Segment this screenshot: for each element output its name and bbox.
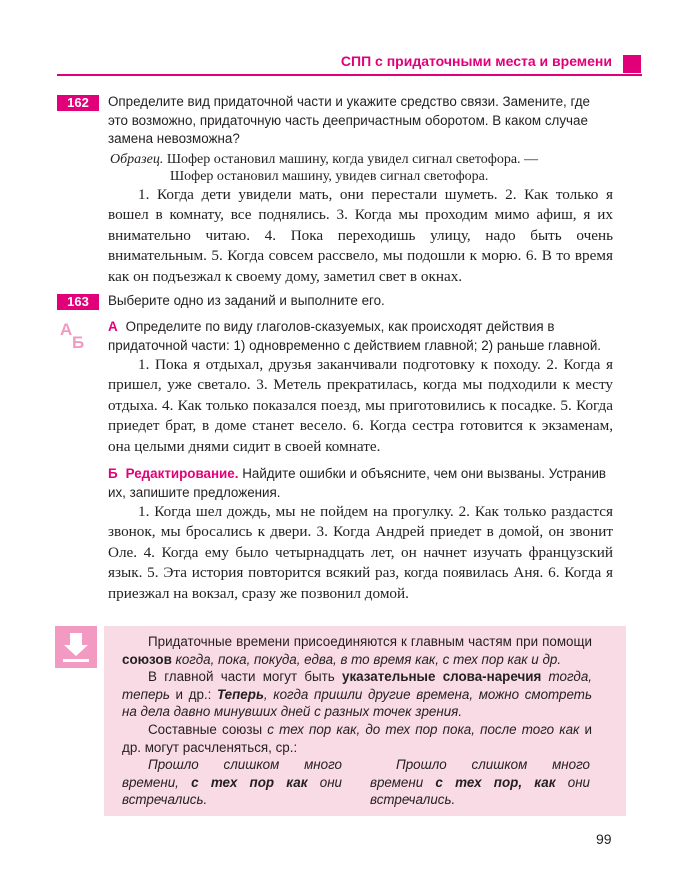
task-a-sentences: 1. Пока я отдыхал, друзья заканчивали подготовку к походу. 2. Когда я пришел, уже светало. 3. Метель прекратилась, когда мы подходили к месту отдыха. 4. Как только показался поезд, мы приготовились к посадке. 5. Когда приедет брат, в доме станет весело. 6. Когда сестра готовится к экзаменам, она целыми днями сидит в своей комнате. <box>108 356 613 455</box>
header-marker <box>623 55 641 73</box>
rule-term-adverbs: указательные слова-наречия <box>342 669 542 685</box>
task-b-instruction: Найдите ошибки и объясните, чем они вызваны. Устранив их, запишите предложения. <box>108 466 607 500</box>
task-b <box>108 465 613 502</box>
rule-icon <box>55 626 97 668</box>
task-a-text <box>108 355 613 457</box>
sample-line-2: Шофер остановил машину, увидев сигнал светофора. <box>170 169 489 184</box>
task-b-sentences: 1. Когда шел дождь, мы не пойдем на прогулку. 2. Как только раздастся звонок, мы бросались к двери. 3. Когда Андрей приедет в домой, он звонит Оле. 4. Когда ему было четырнадцать лет, он начнет изучать французский язык. 5. Эта история повторится всякий раз, когда появилась Аня. 6. Когда я приезжал на вокзал, сразу же позвонил домой. <box>108 503 613 602</box>
rule-paragraph-2: В главной части могут быть указательные слова-наречия тогда, теперь и др.: Теперь, когда пришли другие времена, можно смотреть на дела давно минувших дней с разных точек зрения. <box>122 669 592 720</box>
rule-term-conjunctions: союзов <box>122 651 172 667</box>
rule-text <box>122 633 592 756</box>
section-header-title: СПП с придаточными места и времени <box>340 53 612 69</box>
exercise-162-task: Определите вид придаточной части и укажите средство связи. Замените, где это возможно, придаточную часть деепричастным оборотом. В каком случае замена невозможна? <box>108 94 591 146</box>
download-arrow-icon <box>55 626 97 668</box>
exercise-162-sentences: 1. Когда дети увидели мать, они перестали шуметь. 2. Как только я вошел в комнату, все поднялись. 3. Когда мы проходим мимо афиш, я их внимательно читаю. 4. Пока переходишь улицу, надо быть очень внимательным. 5. Когда совсем рассвело, мы подошли к морю. 6. В то время как он подъезжал к своему дому, заметил свет в окнах. <box>108 186 613 285</box>
rule-example-left: Прошло слишком много времени, с тех пор как они встречались. <box>122 757 343 808</box>
exercise-162-text <box>108 185 613 287</box>
task-a-instruction: Определите по виду глаголов-сказуемых, как происходят действия в придаточной части: 1) одновременно с действием главной; 2) раньше главной. <box>108 319 602 353</box>
icon-letter-a: А <box>60 320 73 339</box>
icon-letter-b: Б <box>72 333 85 350</box>
rule-example-right: Прошло слишком много времени с тех пор, как они встречались. <box>370 757 591 808</box>
rule-paragraph-1: Придаточные времени присоединяются к главным частям при помощи союзов когда, пока, покуда, едва, в то время как, с тех пор как и др. <box>122 634 592 667</box>
task-b-letter: Б <box>108 466 118 481</box>
exercise-163-task: Выберите одно из заданий и выполните его. <box>108 293 385 308</box>
rule-paragraph-3: Составные союзы с тех пор как, до тех пор пока, после того как и др. могут расчленяться, ср.: <box>122 721 592 755</box>
task-a <box>108 318 613 355</box>
header-divider <box>57 74 642 76</box>
exercise-163-number: 163 <box>57 294 99 310</box>
task-a-letter: А <box>108 319 118 334</box>
exercise-162-sample <box>110 151 610 185</box>
task-b-text <box>108 502 613 604</box>
sample-line-1: Шофер остановил машину, когда увидел сигнал светофора. — <box>166 152 539 167</box>
task-b-title: Редактирование. <box>125 466 239 481</box>
exercise-162-number: 162 <box>57 95 99 111</box>
sample-label: Образец. <box>110 152 164 167</box>
page-number: 99 <box>596 831 612 847</box>
alphabet-icon <box>58 318 90 350</box>
